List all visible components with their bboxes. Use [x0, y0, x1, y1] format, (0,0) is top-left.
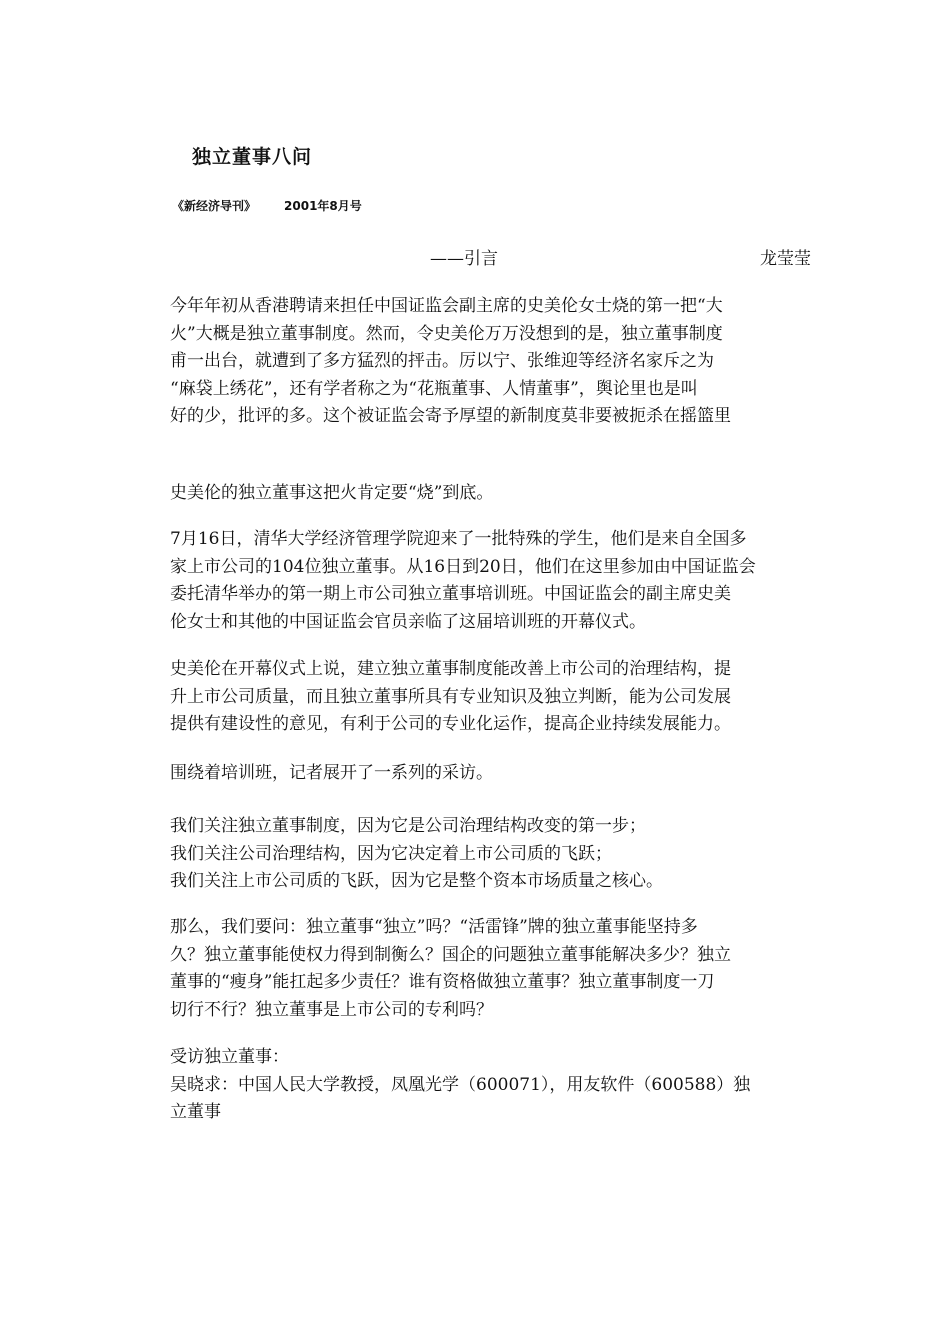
text-line: 我们关注公司治理结构，因为它决定着上市公司质的飞跃；: [170, 843, 612, 864]
text-line: 切行不行？独立董事是上市公司的专利吗？: [170, 999, 493, 1020]
paragraph-speech: [170, 656, 836, 739]
text-line: 7月16日，清华大学经济管理学院迎来了一批特殊的学生，他们是来自全国多: [170, 529, 747, 549]
paragraph-statement: [170, 480, 836, 508]
text-line: 董事的“瘦身”能扛起多少责任？谁有资格做独立董事？独立董事制度一刀: [170, 972, 715, 992]
text-line: 委托清华举办的第一期上市公司独立董事培训班。中国证监会的副主席史美: [170, 584, 731, 604]
paragraph-training: [170, 526, 836, 636]
text-line: 升上市公司质量，而且独立董事所具有专业知识及独立判断，能为公司发展: [170, 686, 731, 707]
text-line: 提供有建设性的意见，有利于公司的专业化运作，提高企业持续发展能力。: [170, 714, 731, 734]
text-line: 我们关注独立董事制度，因为它是公司治理结构改变的第一步；: [170, 816, 646, 836]
text-line: 围绕着培训班，记者展开了一系列的采访。: [170, 763, 493, 783]
text-line: 史美伦的独立董事这把火肯定要“烧”到底。: [170, 483, 494, 503]
publication-date: 2001年8月号: [284, 199, 362, 213]
text-line: 受访独立董事：: [170, 1047, 289, 1067]
text-line: 火”大概是独立董事制度。然而，令史美伦万万没想到的是，独立董事制度: [170, 323, 723, 344]
text-line: 今年年初从香港聘请来担任中国证监会副主席的史美伦女士烧的第一把“大: [170, 296, 723, 316]
text-line: 立董事: [170, 1102, 221, 1122]
paragraph-interviews: [170, 760, 836, 788]
text-line: 好的少，批评的多。这个被证监会寄予厚望的新制度莫非要被扼杀在摇篮里: [170, 406, 731, 426]
text-line: 伦女士和其他的中国证监会官员亲临了这届培训班的开幕仪式。: [170, 611, 646, 632]
author-name: 龙莹莹: [760, 249, 811, 269]
text-line: 家上市公司的104位独立董事。从16日到20日，他们在这里参加由中国证监会: [170, 556, 756, 577]
paragraph-questions: [170, 914, 836, 1024]
intro-label: ——引言: [430, 249, 498, 269]
text-line: 我们关注上市公司质的飞跃，因为它是整个资本市场质量之核心。: [170, 871, 663, 891]
text-line: 吴晓求：中国人民大学教授，凤凰光学（600071），用友软件（600588）独: [170, 1074, 751, 1095]
text-line: 那么，我们要问：独立董事“独立”吗？“活雷锋”牌的独立董事能坚持多: [170, 917, 698, 937]
text-line: “麻袋上绣花”，还有学者称之为“花瓶董事、人情董事”，舆论里也是叫: [170, 378, 698, 399]
paragraph-focus: [170, 813, 836, 896]
publication-name: 《新经济导刊》: [172, 199, 257, 213]
article-title: 独立董事八问: [192, 146, 313, 168]
paragraph-interviewees: [170, 1044, 836, 1127]
text-line: 甫一出台，就遭到了多方猛烈的抨击。厉以宁、张维迎等经济名家斥之为: [170, 351, 714, 371]
paragraph-opening: [170, 293, 836, 431]
text-line: 久？独立董事能使权力得到制衡么？国企的问题独立董事能解决多少？独立: [170, 944, 731, 965]
source-line: [172, 197, 362, 214]
text-line: 史美伦在开幕仪式上说，建立独立董事制度能改善上市公司的治理结构，提: [170, 659, 731, 679]
